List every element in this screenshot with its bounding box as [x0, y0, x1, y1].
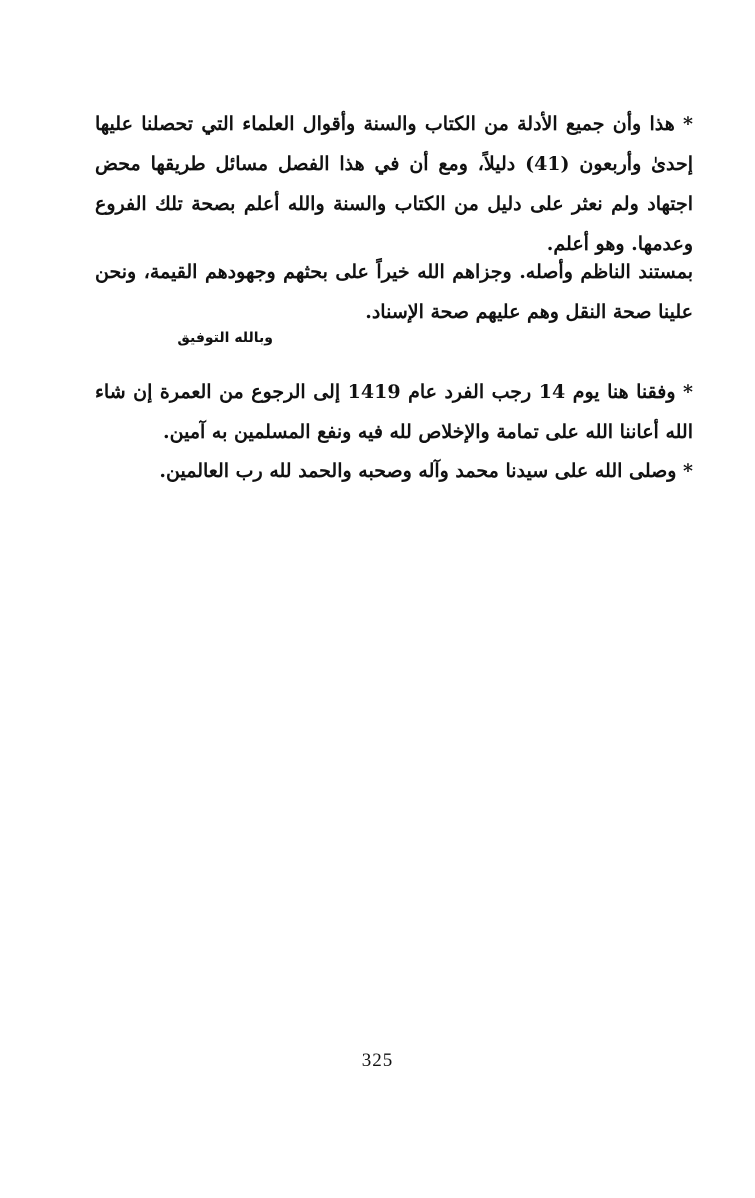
paragraph-completion-date: * وفقنا هنا يوم 14 رجب الفرد عام 1419 إلى الرجوع من العمرة إن شاء الله أعاننا الله على تمامة والإخلاص لله فيه ونفع المسلمين به آمين. — [95, 381, 693, 443]
paragraph-evidence-count: * هذا وأن جميع الأدلة من الكتاب والسنة وأقوال العلماء التي تحصلنا عليها إحدىٰ وأربعون (41) دليلاً، ومع أن في هذا الفصل مسائل طريقها محض اجتهاد ولم نعثر على دليل من الكتاب والسنة والله أعلم بصحة تلك الفروع وعدمها. وهو أعلم. — [95, 113, 693, 255]
paragraph-thanks: بمستند الناظم وأصله. وجزاهم الله خيراً على بحثهم وجهودهم القيمة، ونحن علينا صحة النقل وهم عليهم صحة الإسناد. — [95, 261, 693, 323]
paragraph-final-prayer: * وصلى الله على سيدنا محمد وآله وصحبه والحمد لله رب العالمين. — [159, 460, 693, 482]
page-number: 325 — [361, 1050, 394, 1071]
closing-phrase: وبالله التوفيق — [177, 330, 273, 346]
